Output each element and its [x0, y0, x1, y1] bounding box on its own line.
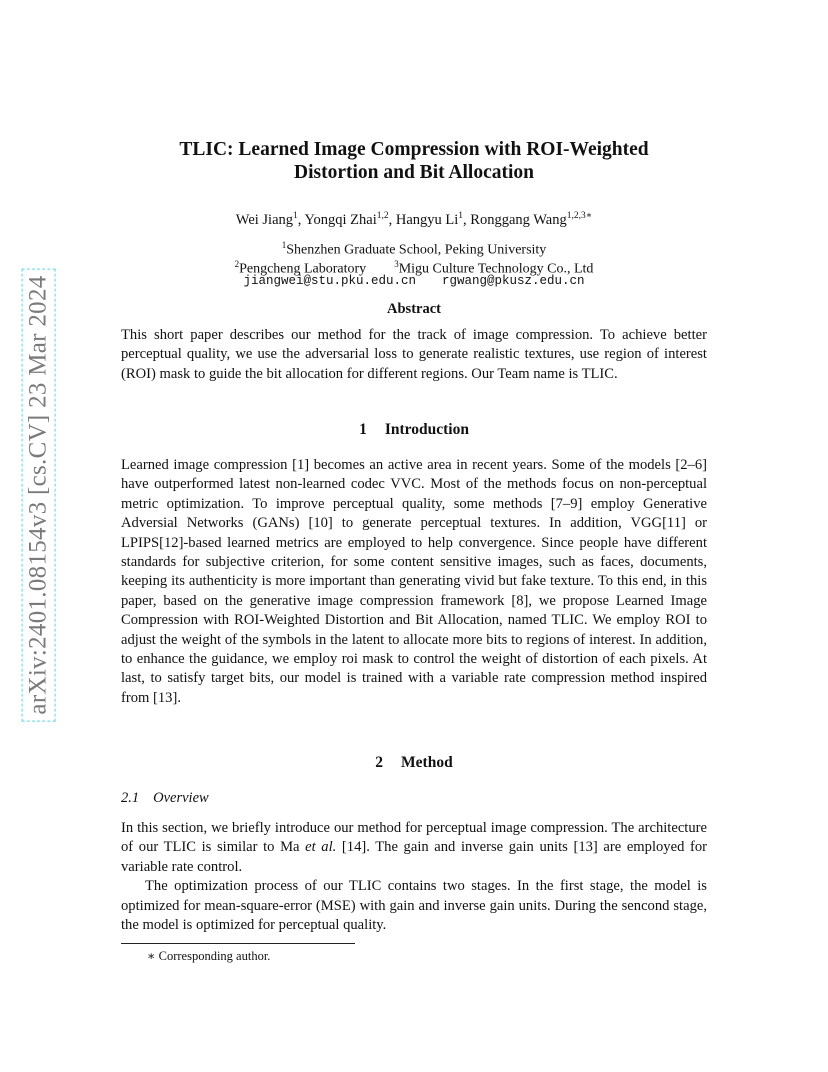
section-title: Method — [401, 754, 453, 771]
email-link[interactable]: jiangwei@stu.pku.edu.cn — [243, 274, 416, 288]
section-heading-introduction — [121, 421, 707, 439]
affiliation-name: Shenzhen Graduate School, Peking University — [286, 242, 547, 258]
arxiv-identifier — [14, 255, 64, 735]
paragraph — [121, 819, 707, 877]
paragraph-text: [14]. The gain and inverse gain units [13] are employed for variable rate control. — [121, 839, 708, 875]
author-affiliation-mark: 1,2,3∗ — [566, 211, 593, 221]
abstract-heading: Abstract — [387, 301, 441, 317]
author-separator: , — [388, 211, 396, 228]
subsection-title: Overview — [153, 790, 209, 806]
affiliation-mark: 1 — [281, 240, 287, 250]
affiliation-mark: 3 — [394, 259, 399, 269]
author-affiliation-mark: 1,2 — [376, 211, 389, 221]
author-name: Yongqi Zhai — [304, 211, 377, 228]
paragraph-text: In this section, we briefly introduce our method for perceptual image compression. The architecture of our TLIC is similar to Ma — [121, 820, 707, 856]
author-name: Hangyu Li — [395, 211, 459, 228]
author-separator: , — [463, 211, 471, 228]
italic-text: et al. — [305, 839, 337, 856]
subsection-number: 2.1 — [121, 790, 140, 806]
section-title: Introduction — [384, 421, 469, 438]
email-link[interactable]: rgwang@pkusz.edu.cn — [442, 274, 585, 288]
email-line — [121, 274, 707, 288]
introduction-body: Learned image compression [1] becomes an active area in recent years. Some of the models [2–6] have outperformed latest non-learned codec VVC. Most of the methods focus on non-perceptual metric optimization. To improve perceptual quality, some methods [7–9] employ Generative Adversial Networks (GANs) [10] to generate perceptual textures. In addition, VGG[11] or LPIPS[12]-based learned metrics are employed to help convergence. Since people have different standards for subjective criterion, for some content sensitive images, such as faces, documents, keeping its authenticity is more important than generating vivid but fake texture. To this end, in this paper, based on the generative image compression framework [8], we propose Learned Image Compression with ROI-Weighted Distortion and Bit Allocation, named TLIC. We employ ROI to adjust the weight of the symbols in the latent to allocate more bits to regions of interest. In addition, to enhance the guidance, we employ roi mask to control the weight of distortion of each pixels. At last, to satisfy target bits, our model is trained with a variable rate compression method inspired from [13]. — [121, 457, 707, 706]
author-name: Wei Jiang — [235, 211, 294, 228]
footnote — [147, 948, 270, 964]
affiliation-mark: 2 — [234, 259, 240, 269]
footnote-rule — [121, 943, 355, 944]
affiliation-name: Pengcheng Laboratory — [239, 261, 367, 277]
arxiv-identifier-text: arXiv:2401.08154v3 [cs.CV] 23 Mar 2024 — [22, 268, 56, 721]
section-number: 1 — [359, 421, 367, 438]
footnote-mark: ∗ — [147, 949, 156, 963]
title-line-1: TLIC: Learned Image Compression with ROI-Weighted — [179, 139, 649, 160]
subsection-heading-overview — [121, 790, 707, 807]
section-heading-method — [121, 754, 707, 772]
footnote-text: Corresponding author. — [158, 949, 271, 963]
author-list — [121, 206, 707, 230]
affiliation-name: Migu Culture Technology Co., Ltd — [398, 261, 594, 277]
method-body — [121, 819, 707, 935]
paragraph: The optimization process of our TLIC contains two stages. In the first stage, the model is optimized for mean-square-error (MSE) with gain and inverse gain units. During the sencond stage, the model is optimized for perceptual quality. — [121, 878, 707, 934]
paper-title — [121, 138, 707, 184]
author-affiliation-mark: 1 — [458, 211, 464, 221]
author-affiliation-mark: 1 — [293, 211, 298, 221]
author-name: Ronggang Wang — [470, 211, 567, 228]
author-separator: , — [297, 211, 305, 228]
abstract-body: This short paper describes our method for the track of image compression. To achieve better perceptual quality, we use the adversarial loss to generate realistic textures, use region of interest (ROI) mask to guide the bit allocation for different regions. Our Team name is TLIC. — [121, 327, 707, 382]
title-line-2: Distortion and Bit Allocation — [294, 162, 534, 183]
section-number: 2 — [375, 754, 384, 771]
